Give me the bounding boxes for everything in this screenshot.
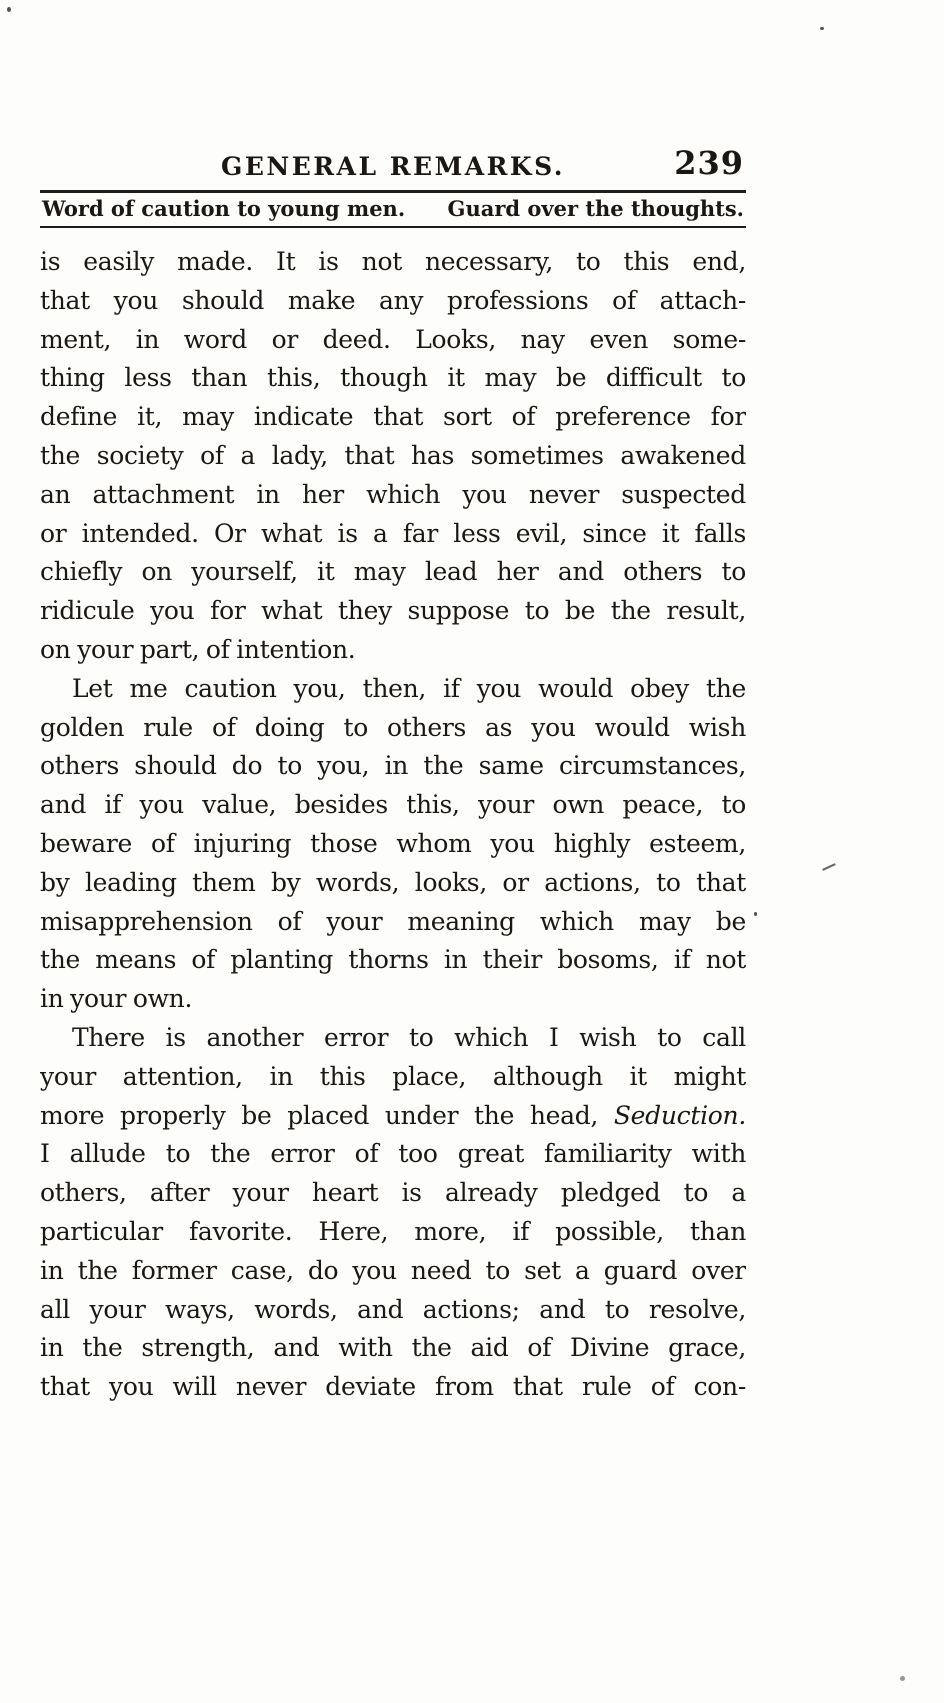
running-head-right: Guard over the thoughts. bbox=[447, 196, 744, 221]
text-line: on your part, of intention. bbox=[40, 634, 356, 664]
page-header bbox=[40, 144, 746, 186]
text-line: that you will never deviate from that rule of con- bbox=[40, 1372, 746, 1402]
page-number: 239 bbox=[674, 144, 744, 182]
text-line: Let me caution you, then, if you would obey the bbox=[72, 673, 746, 703]
scan-speck bbox=[822, 863, 836, 871]
text-line: the means of planting thorns in their bosoms, if not bbox=[40, 945, 746, 975]
text-line: chiefly on yourself, it may lead her and others to bbox=[40, 557, 746, 587]
text-line: ment, in word or deed. Looks, nay even some- bbox=[40, 324, 746, 354]
scan-speck bbox=[7, 7, 11, 12]
text-line: in the strength, and with the aid of Divine grace, bbox=[40, 1333, 746, 1363]
page-content bbox=[40, 0, 746, 1407]
text-line: your attention, in this place, although it might bbox=[40, 1061, 746, 1091]
scan-speck bbox=[820, 27, 824, 30]
text-line: in your own. bbox=[40, 984, 193, 1014]
running-heads bbox=[40, 193, 746, 226]
scan-speck bbox=[900, 1676, 905, 1681]
italic-word: Seduction. bbox=[613, 1100, 746, 1130]
text-line: or intended. Or what is a far less evil, since it falls bbox=[40, 518, 746, 548]
text-line: is easily made. It is not necessary, to this end, bbox=[40, 247, 746, 276]
text-segment: more properly be placed under the head, bbox=[40, 1100, 614, 1130]
text-line: misapprehension of your meaning which may be bbox=[40, 906, 746, 936]
text-line: and if you value, besides this, your own peace, to bbox=[40, 790, 746, 820]
text-line: that you should make any professions of attach- bbox=[40, 285, 746, 315]
text-line: define it, may indicate that sort of preference for bbox=[40, 402, 746, 432]
page-title: GENERAL REMARKS. bbox=[220, 152, 566, 181]
text-line: others, after your heart is already pledged to a bbox=[40, 1178, 746, 1208]
text-line: beware of injuring those whom you highly esteem, bbox=[40, 828, 746, 858]
text-line: ridicule you for what they suppose to be the result, bbox=[40, 596, 746, 626]
paragraph-3 bbox=[40, 1019, 746, 1407]
text-line: the society of a lady, that has sometimes awakened bbox=[40, 440, 746, 470]
scan-speck bbox=[754, 912, 757, 916]
text-line: I allude to the error of too great familiarity with bbox=[40, 1139, 746, 1169]
body-text bbox=[40, 243, 746, 1407]
text-line: all your ways, words, and actions; and to resolve, bbox=[40, 1294, 746, 1324]
text-line: golden rule of doing to others as you would wish bbox=[40, 712, 746, 742]
text-line: particular favorite. Here, more, if possible, than bbox=[40, 1216, 746, 1246]
text-line: others should do to you, in the same circumstances, bbox=[40, 751, 746, 781]
running-head-left: Word of caution to young men. bbox=[42, 196, 406, 221]
header-rule-bottom bbox=[40, 226, 746, 228]
text-line: by leading them by words, looks, or actions, to that bbox=[40, 867, 746, 897]
text-line: There is another error to which I wish to call bbox=[72, 1022, 746, 1052]
text-line: in the former case, do you need to set a guard over bbox=[40, 1255, 746, 1285]
text-line: an attachment in her which you never suspected bbox=[40, 479, 746, 509]
text-line: thing less than this, though it may be difficult to bbox=[40, 363, 746, 393]
paragraph-1 bbox=[40, 243, 746, 670]
paragraph-2 bbox=[40, 670, 746, 1019]
text-line bbox=[40, 1097, 746, 1136]
